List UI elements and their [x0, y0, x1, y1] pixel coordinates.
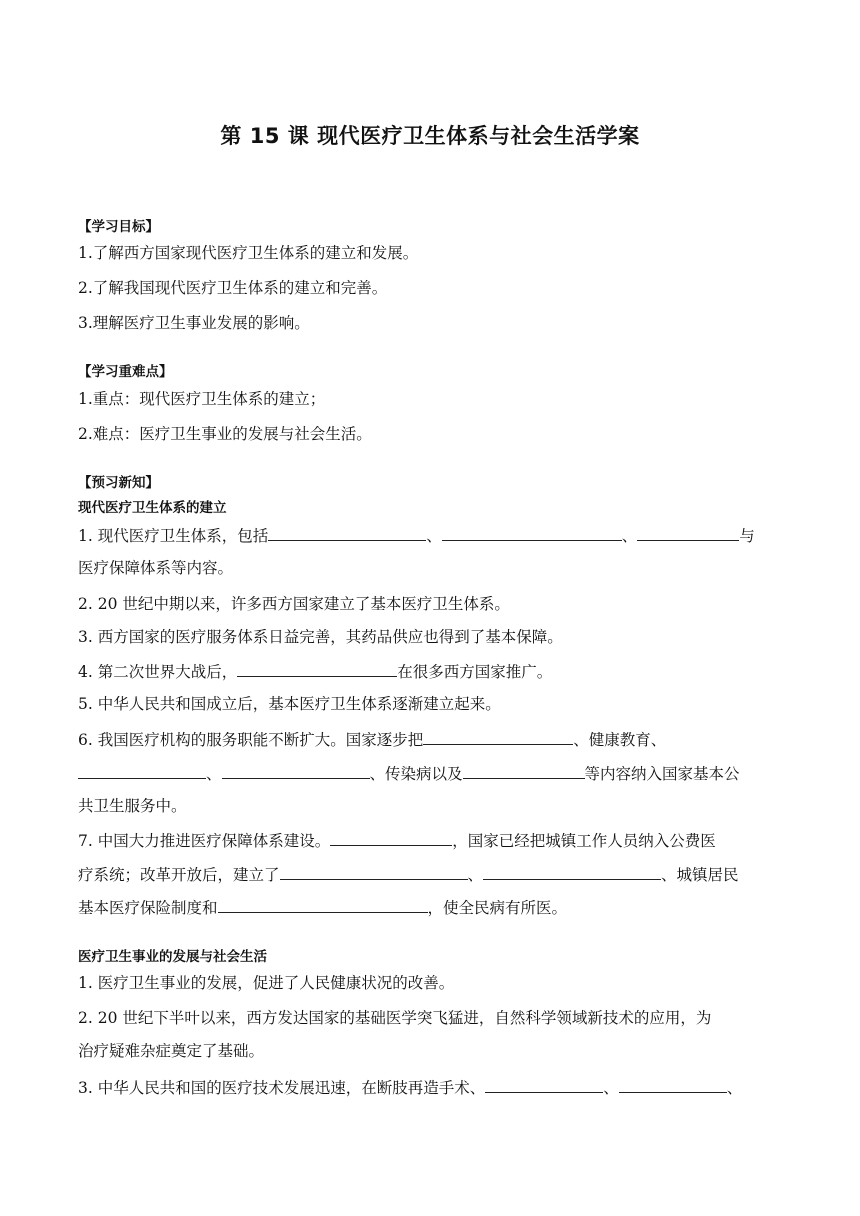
- fill-blank[interactable]: [330, 830, 452, 846]
- section-heading-establishment: 现代医疗卫生体系的建立: [78, 500, 227, 516]
- fill-blank[interactable]: [463, 763, 585, 779]
- key-point-item: 1.重点：现代医疗卫生体系的建立；: [78, 390, 326, 408]
- fill-blank[interactable]: [280, 864, 468, 880]
- objective-item: 1.了解西方国家现代医疗卫生体系的建立和发展。: [78, 244, 419, 262]
- question-6-end: 共卫生服务中。: [78, 797, 187, 815]
- question-7-cont: 疗系统；改革开放后，建立了 、 、城镇居民: [78, 866, 739, 884]
- fill-blank[interactable]: [637, 525, 739, 541]
- fill-blank[interactable]: [485, 1077, 603, 1093]
- question-3: 3. 西方国家的医疗服务体系日益完善，其药品供应也得到了基本保障。: [78, 628, 563, 646]
- fill-blank[interactable]: [222, 763, 370, 779]
- fill-blank[interactable]: [442, 525, 622, 541]
- fill-blank[interactable]: [423, 729, 573, 745]
- fill-blank[interactable]: [619, 1077, 727, 1093]
- fill-blank[interactable]: [78, 763, 206, 779]
- item-2: 2. 20 世纪下半叶以来，西方发达国家的基础医学突飞猛进，自然科学领域新技术的应用，为: [78, 1009, 712, 1027]
- key-points-heading: 【学习重难点】: [78, 364, 173, 380]
- objectives-heading: 【学习目标】: [78, 219, 159, 235]
- item-1: 1. 医疗卫生事业的发展，促进了人民健康状况的改善。: [78, 974, 455, 992]
- fill-blank[interactable]: [483, 864, 661, 880]
- fill-blank[interactable]: [268, 525, 426, 541]
- section-heading-development: 医疗卫生事业的发展与社会生活: [78, 949, 267, 965]
- question-text: 1. 现代医疗卫生体系，包括: [78, 527, 269, 545]
- question-6-cont: 、 、传染病以及 等内容纳入国家基本公: [78, 763, 784, 784]
- question-4: 4. 第二次世界大战后， 在很多西方国家推广。: [78, 663, 553, 681]
- question-2: 2. 20 世纪中期以来，许多西方国家建立了基本医疗卫生体系。: [78, 595, 510, 613]
- question-6: 6. 我国医疗机构的服务职能不断扩大。国家逐步把 、健康教育、: [78, 731, 667, 749]
- question-7-end: 基本医疗保险制度和 ，使全民病有所医。: [78, 899, 568, 917]
- question-5: 5. 中华人民共和国成立后，基本医疗卫生体系逐渐建立起来。: [78, 695, 501, 713]
- question-1: 1. 现代医疗卫生体系，包括 、 、 与: [78, 527, 755, 545]
- objective-item: 2.了解我国现代医疗卫生体系的建立和完善。: [78, 279, 388, 297]
- fill-blank[interactable]: [218, 897, 428, 913]
- question-1-cont: 医疗保障体系等内容。: [78, 559, 234, 577]
- fill-blank[interactable]: [237, 661, 397, 677]
- objective-item: 3.理解医疗卫生事业发展的影响。: [78, 314, 310, 332]
- key-point-item: 2.难点：医疗卫生事业的发展与社会生活。: [78, 425, 372, 443]
- question-7: 7. 中国大力推进医疗保障体系建设。 ，国家已经把城镇工作人员纳入公费医: [78, 832, 716, 850]
- item-3: 3. 中华人民共和国的医疗技术发展迅速，在断肢再造手术、 、 、: [78, 1079, 743, 1097]
- page-title: 第 15 课 现代医疗卫生体系与社会生活学案: [220, 124, 640, 148]
- preview-heading: 【预习新知】: [78, 475, 159, 491]
- item-2-cont: 治疗疑难杂症奠定了基础。: [78, 1042, 265, 1060]
